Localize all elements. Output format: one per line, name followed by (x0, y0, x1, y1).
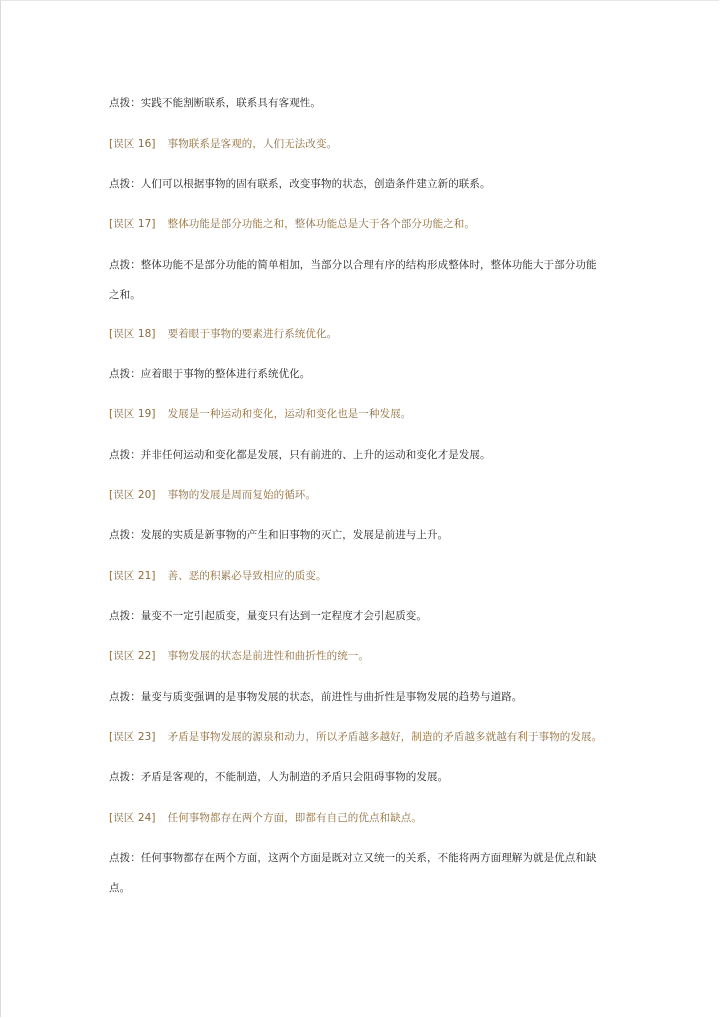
note-line-continued: 之和。 (109, 289, 141, 301)
error-item-18 (109, 327, 619, 341)
error-item-23 (109, 730, 619, 744)
error-item-22 (109, 649, 619, 663)
note-line: 点拨：矛盾是客观的，不能制造，人为制造的矛盾只会阻碍事物的发展。 (109, 771, 449, 783)
error-text: 善、恶的积累必导致相应的质变。 (167, 570, 327, 582)
note-line: 点拨：任何事物都存在两个方面，这两个方面是既对立又统一的关系，不能将两方面理解为就是优点和缺 (109, 852, 597, 864)
error-tag: [误区 19] (109, 408, 156, 420)
note-line: 点拨：实践不能割断联系，联系具有客观性。 (109, 97, 321, 109)
note-line: 点拨：应着眼于事物的整体进行系统优化。 (109, 368, 311, 380)
error-text: 事物的发展是周而复始的循环。 (167, 489, 316, 501)
note-line: 点拨：人们可以根据事物的固有联系，改变事物的状态，创造条件建立新的联系。 (109, 178, 491, 190)
error-item-17 (109, 217, 619, 231)
error-text: 整体功能是部分功能之和，整体功能总是大于各个部分功能之和。 (167, 218, 475, 230)
error-item-20 (109, 488, 619, 502)
note-line: 点拨：量变不一定引起质变，量变只有达到一定程度才会引起质变。 (109, 610, 427, 622)
note-line-continued: 点。 (109, 882, 131, 894)
error-text: 要着眼于事物的要素进行系统优化。 (167, 328, 338, 340)
error-tag: [误区 16] (109, 138, 156, 150)
error-tag: [误区 23] (109, 731, 156, 743)
error-item-19 (109, 407, 619, 421)
error-tag: [误区 17] (109, 218, 156, 230)
error-item-24 (109, 811, 619, 825)
error-text: 事物联系是客观的，人们无法改变。 (167, 138, 338, 150)
error-item-16 (109, 137, 619, 151)
error-tag: [误区 21] (109, 570, 156, 582)
note-line: 点拨：发展的实质是新事物的产生和旧事物的灭亡，发展是前进与上升。 (109, 529, 449, 541)
note-line: 点拨：并非任何运动和变化都是发展，只有前进的、上升的运动和变化才是发展。 (109, 449, 491, 461)
error-text: 任何事物都存在两个方面，即都有自己的优点和缺点。 (167, 812, 422, 824)
note-line: 点拨：整体功能不是部分功能的简单相加，当部分以合理有序的结构形成整体时，整体功能大于部分功能 (109, 259, 597, 271)
error-item-21 (109, 569, 619, 583)
error-tag: [误区 24] (109, 812, 156, 824)
error-tag: [误区 20] (109, 489, 156, 501)
error-text: 矛盾是事物发展的源泉和动力，所以矛盾越多越好，制造的矛盾越多就越有利于事物的发展。 (167, 731, 603, 743)
error-tag: [误区 22] (109, 650, 156, 662)
error-text: 事物发展的状态是前进性和曲折性的统一。 (167, 650, 369, 662)
error-tag: [误区 18] (109, 328, 156, 340)
note-line: 点拨：量变与质变强调的是事物发展的状态，前进性与曲折性是事物发展的趋势与道路。 (109, 691, 523, 703)
error-text: 发展是一种运动和变化，运动和变化也是一种发展。 (167, 408, 412, 420)
